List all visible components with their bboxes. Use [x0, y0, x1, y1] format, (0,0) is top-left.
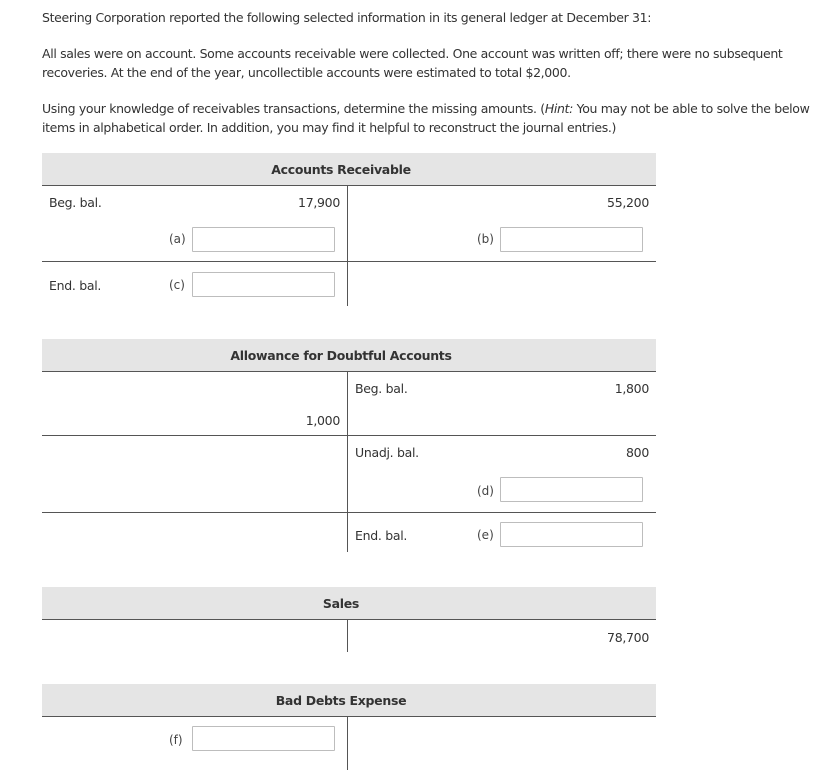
credit-value: 55,200 — [607, 195, 649, 210]
beg-bal-debit-value: 17,900 — [298, 195, 340, 210]
write-off-debit-value: 1,000 — [305, 413, 340, 428]
answer-f-input[interactable] — [192, 726, 335, 751]
bad-debts-expense-t-account — [42, 684, 656, 770]
item-f-label: (f) — [169, 733, 183, 747]
answer-c-input[interactable] — [192, 272, 335, 297]
unadj-bal-label: Unadj. bal. — [355, 445, 419, 460]
answer-d-input[interactable] — [500, 477, 643, 502]
item-a-label: (a) — [169, 232, 186, 246]
t-account-title: Bad Debts Expense — [42, 684, 656, 717]
allowance-beg-bal-label: Beg. bal. — [355, 381, 408, 396]
unadj-bal-value: 800 — [626, 445, 649, 460]
accounts-receivable-t-account — [42, 153, 656, 307]
sales-credit-value: 78,700 — [607, 630, 649, 645]
allowance-t-account — [42, 339, 656, 553]
beg-bal-label: Beg. bal. — [49, 195, 102, 210]
allowance-beg-bal-value: 1,800 — [614, 381, 649, 396]
intro-paragraph-1: Steering Corporation reported the following selected information in its general ledger at December 31: — [42, 10, 652, 25]
t-account-title: Accounts Receivable — [42, 153, 656, 186]
sales-t-account — [42, 587, 656, 653]
hint-label: Hint: — [544, 101, 573, 116]
hint-text: You may not be able to solve the below items in alphabetical order. In addition, you may find it helpful to reconstruct the journal entries.) — [42, 101, 810, 135]
instructions-text: Using your knowledge of receivables transactions, determine the missing amounts. ( — [42, 101, 545, 116]
t-account-title: Allowance for Doubtful Accounts — [42, 339, 656, 372]
instructions-paragraph — [42, 99, 822, 137]
end-bal-label: End. bal. — [49, 278, 102, 293]
item-b-label: (b) — [477, 232, 494, 246]
answer-b-input[interactable] — [500, 227, 643, 252]
intro-paragraph-2: All sales were on account. Some accounts receivable were collected. One account was written off; there were no subsequent recoveries. At the end of the year, uncollectible accounts were estimated to total $2,000. — [42, 46, 783, 80]
item-d-label: (d) — [477, 484, 494, 498]
answer-a-input[interactable] — [192, 227, 335, 252]
t-account-title: Sales — [42, 587, 656, 620]
item-e-label: (e) — [477, 528, 494, 542]
item-c-label: (c) — [169, 278, 185, 292]
answer-e-input[interactable] — [500, 522, 643, 547]
allowance-end-bal-label: End. bal. — [355, 528, 408, 543]
